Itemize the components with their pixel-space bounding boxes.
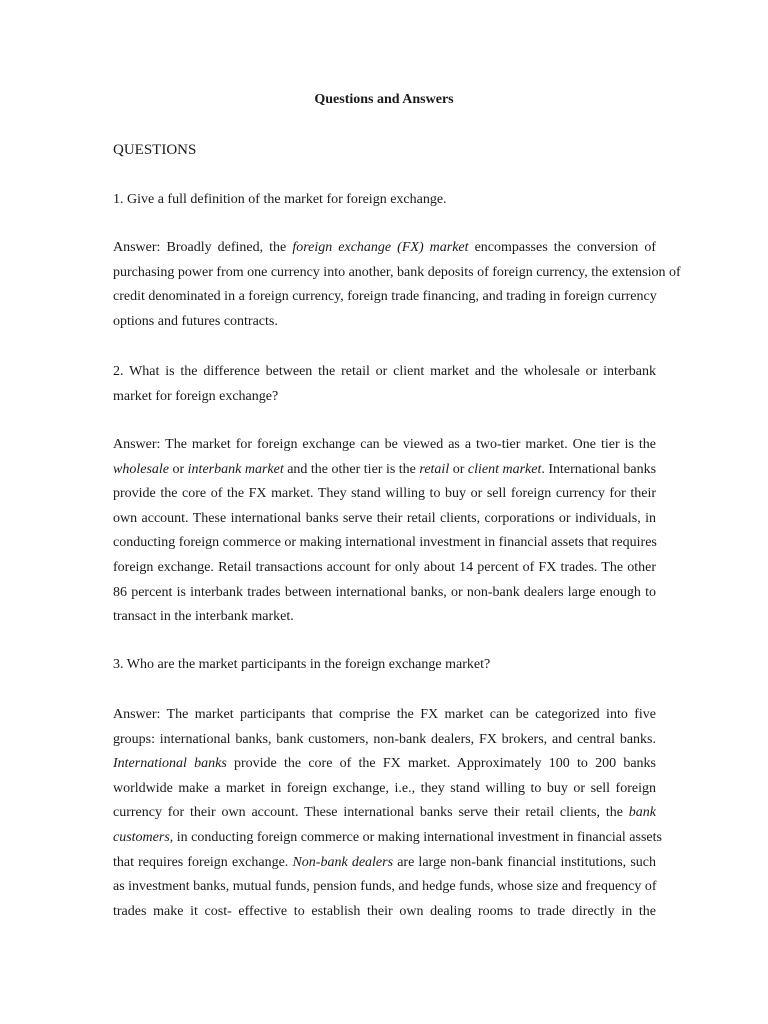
- text-line: options and futures contracts.: [113, 313, 278, 329]
- text-line: wholesale or interbank market and the other tier is the retail or client market. International banks: [113, 461, 657, 477]
- italic-term: bank: [628, 805, 656, 821]
- text-line: worldwide make a market in foreign exchange, i.e., they stand willing to buy or sell foreign: [113, 780, 656, 796]
- italic-term: Non-bank dealers: [292, 854, 394, 870]
- answer-1: [113, 236, 681, 334]
- text-line: customers, in conducting foreign commerce or making international investment in financial assets: [113, 829, 662, 845]
- page-title: Questions and Answers: [314, 92, 454, 107]
- text-line: as investment banks, mutual funds, pension funds, and hedge funds, whose size and frequency of: [113, 879, 657, 895]
- italic-term: foreign exchange (FX) market: [292, 240, 469, 255]
- text-line: that requires foreign exchange. Non-bank dealers are large non-bank financial institutions, such: [113, 854, 656, 870]
- italic-term: retail: [419, 461, 450, 477]
- text-line: 2. What is the difference between the retail or client market and the wholesale or interbank: [113, 364, 656, 379]
- italic-term: International banks: [113, 756, 227, 772]
- text-line: Answer: The market participants that comprise the FX market can be categorized into five: [113, 707, 656, 722]
- text-line: Answer: Broadly defined, the foreign exchange (FX) market encompasses the conversion of: [113, 240, 656, 255]
- text-line: currency for their own account. These international banks serve their retail clients, the bank: [113, 805, 656, 821]
- text-line: market for foreign exchange?: [113, 388, 279, 404]
- text-line: provide the core of the FX market. They stand willing to buy or sell foreign currency for their: [113, 486, 656, 502]
- text-line: purchasing power from one currency into another, bank deposits of foreign currency, the extension of: [113, 264, 681, 280]
- answer-3: [113, 703, 662, 924]
- text-line: Answer: The market for foreign exchange can be viewed as a two-tier market. One tier is the: [113, 437, 656, 452]
- italic-term: wholesale: [113, 461, 169, 477]
- question-2: [113, 360, 656, 409]
- text-line: foreign exchange. Retail transactions account for only about 14 percent of FX trades. The other: [113, 559, 656, 575]
- text-line: credit denominated in a foreign currency, foreign trade financing, and trading in foreign currency: [113, 289, 657, 305]
- text-line: own account. These international banks serve their retail clients, corporations or individuals, in: [113, 510, 656, 526]
- section-heading: QUESTIONS: [113, 142, 197, 158]
- italic-term: customers: [113, 829, 170, 845]
- text-line: transact in the interbank market.: [113, 609, 294, 625]
- italic-term: client market: [467, 461, 542, 477]
- italic-term: interbank market: [187, 461, 284, 477]
- text-line: conducting foreign commerce or making international investment in financial assets that requires: [113, 535, 657, 551]
- text-line: International banks provide the core of the FX market. Approximately 100 to 200 banks: [113, 756, 657, 772]
- text-line: 86 percent is interbank trades between international banks, or non-bank dealers large enough to: [113, 584, 656, 600]
- answer-2: [113, 433, 656, 630]
- question-1: 1. Give a full definition of the market for foreign exchange.: [113, 192, 447, 207]
- text-line: groups: international banks, bank customers, non-bank dealers, FX brokers, and central banks.: [113, 731, 656, 747]
- text-line: trades make it cost- effective to establish their own dealing rooms to trade directly in the: [113, 903, 656, 919]
- question-3: 3. Who are the market participants in the foreign exchange market?: [113, 657, 491, 672]
